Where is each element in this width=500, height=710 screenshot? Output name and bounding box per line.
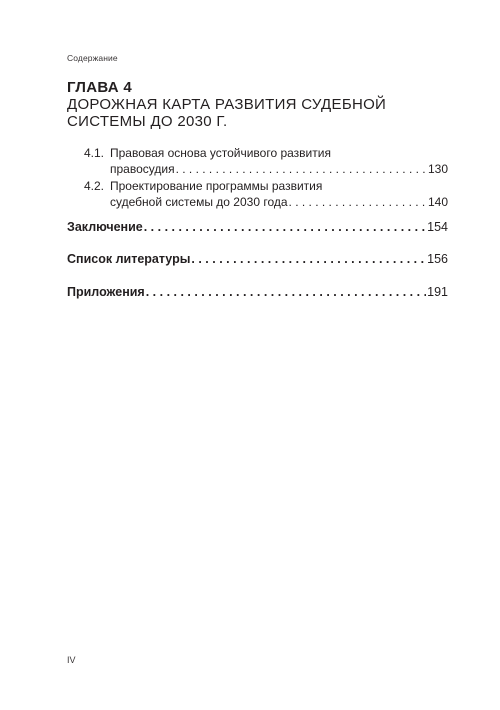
dot-leader (176, 161, 427, 177)
toc-entry-references[interactable] (67, 252, 448, 266)
page-number: 130 (427, 162, 448, 176)
section-number: 4.2. (84, 179, 105, 193)
section-leader-line (110, 194, 448, 210)
page-number: 154 (427, 220, 448, 234)
section-title-line-1: Правовая основа устойчивого развития (110, 146, 331, 160)
section-title-line-2: правосудия (110, 162, 175, 176)
chapter-heading (67, 79, 467, 130)
section-leader-line (110, 161, 448, 177)
dot-leader (289, 194, 427, 210)
dot-leader (146, 285, 426, 299)
section-number: 4.1. (84, 146, 105, 160)
page-number: 140 (427, 195, 448, 209)
section-title-line-1: Проектирование программы развития (110, 179, 323, 193)
entry-title: Приложения (67, 285, 145, 299)
page-number: 191 (427, 285, 448, 299)
chapter-title-line-2: СИСТЕМЫ ДО 2030 Г. (67, 113, 228, 130)
page-number: 156 (427, 252, 448, 266)
section-title-line-2: судебной системы до 2030 года (110, 195, 288, 209)
entry-title: Список литературы (67, 252, 191, 266)
chapter-title-line-1: ДОРОЖНАЯ КАРТА РАЗВИТИЯ СУДЕБНОЙ (67, 96, 387, 113)
toc-entry-conclusion[interactable] (67, 220, 448, 234)
toc-entry-appendices[interactable] (67, 285, 448, 299)
running-head: Содержание (67, 53, 118, 63)
page-folio: IV (67, 655, 76, 665)
entry-title: Заключение (67, 220, 143, 234)
chapter-number: ГЛАВА 4 (67, 79, 133, 96)
dot-leader (144, 220, 426, 234)
dot-leader (191, 252, 426, 266)
